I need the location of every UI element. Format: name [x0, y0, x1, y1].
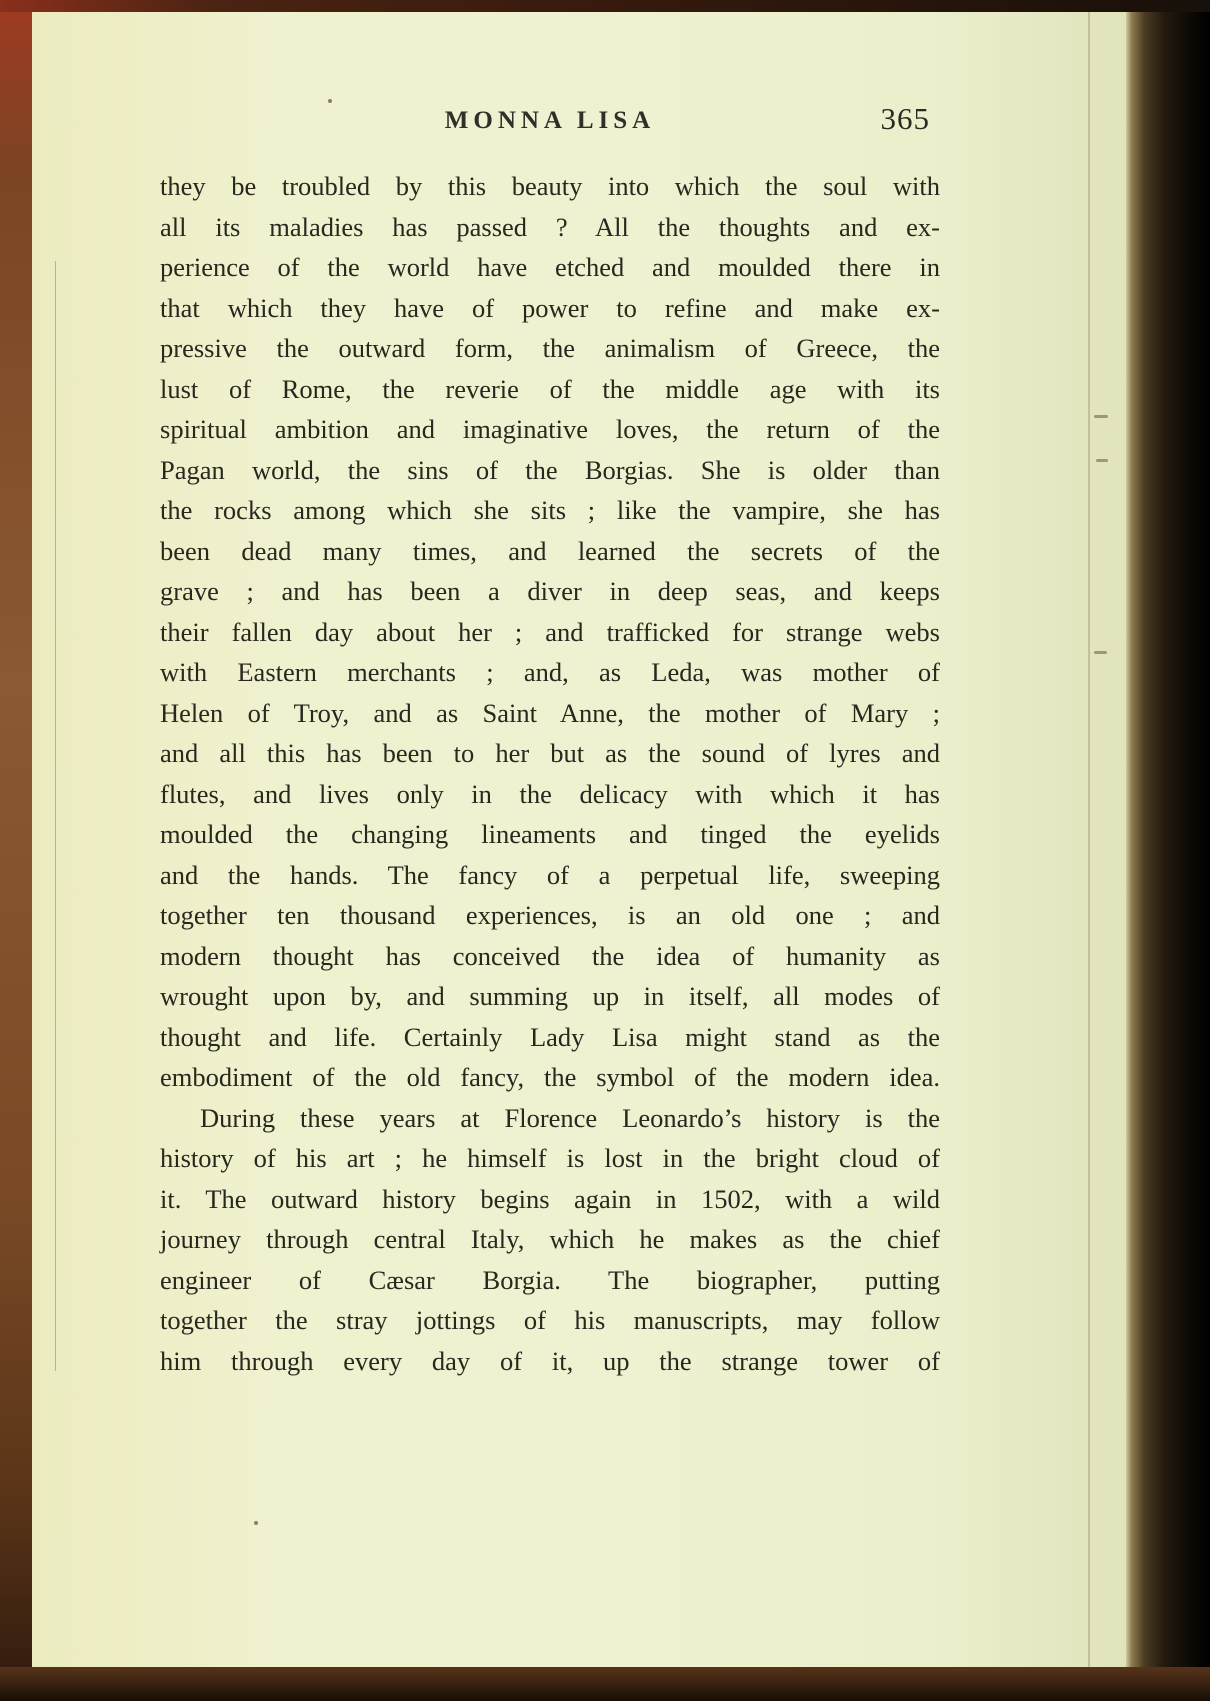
text-line: they be troubled by this beauty into which the soul with	[160, 171, 940, 201]
text-line: grave ; and has been a diver in deep seas, and keeps	[160, 576, 940, 606]
text-line: the rocks among which she sits ; like the vampire, she has	[160, 495, 940, 525]
text-line: moulded the changing lineaments and tinged the eyelids	[160, 819, 940, 849]
text-line: During these years at Florence Leonardo’s history is the	[200, 1102, 940, 1133]
text-line: with Eastern merchants ; and, as Leda, was mother of	[160, 657, 940, 687]
book-page	[32, 11, 1126, 1667]
scan-artifact	[1096, 459, 1108, 462]
text-line: flutes, and lives only in the delicacy with which it has	[160, 778, 940, 809]
text-line: lust of Rome, the reverie of the middle age with its	[160, 373, 940, 404]
scan-edge-bottom	[0, 1667, 1210, 1701]
text-line: thought and life. Certainly Lady Lisa might stand as the	[160, 1021, 940, 1052]
text-line: and all this has been to her but as the sound of lyres and	[160, 738, 940, 768]
text-line: him through every day of it, up the strange tower of	[160, 1345, 940, 1376]
scan-shadow-right	[1126, 0, 1210, 1701]
scan-artifact	[1094, 651, 1107, 654]
text-line: journey through central Italy, which he makes as the chief	[160, 1224, 940, 1254]
text-line: Helen of Troy, and as Saint Anne, the mother of Mary ;	[160, 697, 940, 728]
text-line: Pagan world, the sins of the Borgias. She is older than	[160, 454, 940, 485]
scan-speck	[254, 1521, 258, 1525]
paragraph-2	[160, 1098, 940, 1382]
text-line: together ten thousand experiences, is an old one ; and	[160, 900, 940, 930]
scan-artifact	[1094, 415, 1108, 418]
text-line: and the hands. The fancy of a perpetual life, sweeping	[160, 859, 940, 890]
body-text	[160, 166, 940, 1381]
text-line: embodiment of the old fancy, the symbol of the modern idea.	[160, 1062, 940, 1092]
book-binding-edge	[0, 0, 32, 1701]
text-line: engineer of Cæsar Borgia. The biographer, putting	[160, 1264, 940, 1295]
text-line: spiritual ambition and imaginative loves, the return of the	[160, 414, 940, 444]
text-line: perience of the world have etched and moulded there in	[160, 252, 940, 282]
text-line: wrought upon by, and summing up in itself, all modes of	[160, 981, 940, 1011]
text-line: modern thought has conceived the idea of humanity as	[160, 940, 940, 971]
running-title: MONNA LISA	[444, 107, 656, 134]
page-crease-left	[55, 261, 56, 1371]
scan-edge-top	[0, 0, 1210, 12]
text-line: it. The outward history begins again in 1502, with a wild	[160, 1183, 940, 1214]
page-number: 365	[880, 101, 930, 136]
text-line: history of his art ; he himself is lost in the bright cloud of	[160, 1143, 940, 1173]
text-line: been dead many times, and learned the secrets of the	[160, 535, 940, 566]
text-line: their fallen day about her ; and trafficked for strange webs	[160, 616, 940, 647]
text-line: all its maladies has passed ? All the thoughts and ex-	[160, 211, 940, 242]
page-crease-right	[1088, 11, 1090, 1667]
paragraph-1	[160, 166, 940, 1098]
text-line: that which they have of power to refine and make ex-	[160, 292, 940, 323]
page-header	[160, 101, 940, 145]
text-line: pressive the outward form, the animalism of Greece, the	[160, 333, 940, 363]
text-line: together the stray jottings of his manuscripts, may follow	[160, 1305, 940, 1335]
